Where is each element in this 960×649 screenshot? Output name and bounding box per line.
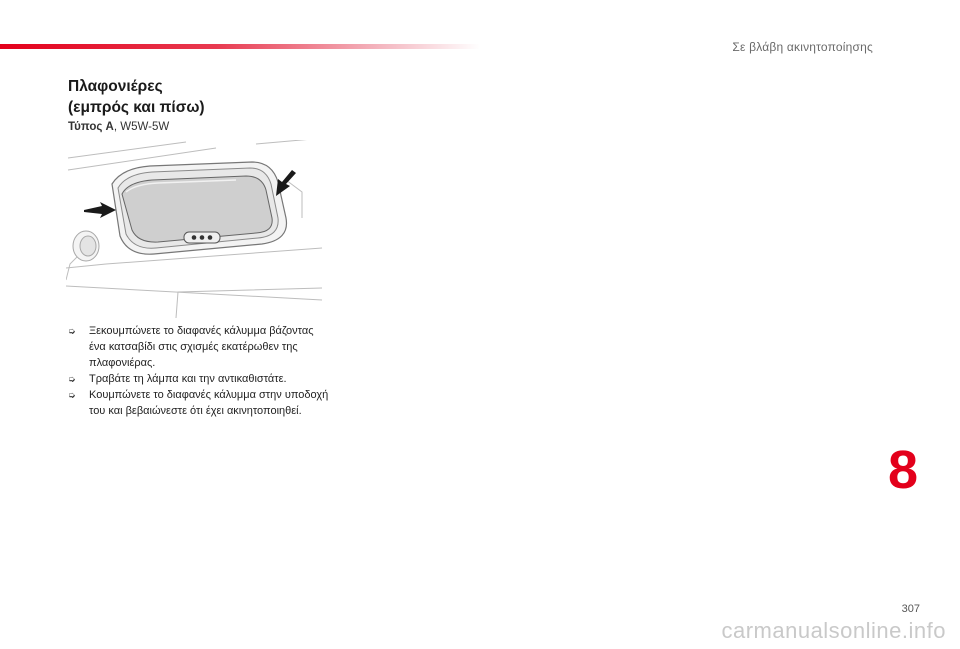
roof-panel-edge-2 <box>66 264 106 268</box>
lower-line-2 <box>176 288 322 318</box>
instruction-list <box>68 323 330 419</box>
page-title <box>68 76 205 118</box>
instruction-text: Κουμπώνετε το διαφανές κάλυμμα στην υποδοχή του και βεβαιώνεστε ότι έχει ακινητοποιηθεί. <box>89 389 329 417</box>
lower-line-1 <box>66 286 322 300</box>
roof-line-3 <box>256 140 324 144</box>
instruction-text: Τραβάτε τη λάμπα και την αντικαθιστάτε. <box>89 373 287 385</box>
arrow-bullet-icon: ➭ <box>68 390 76 400</box>
page-title-line-1: Πλαφονιέρες <box>68 78 163 95</box>
instruction-item <box>68 323 330 371</box>
section-title: Σε βλάβη ακινητοποίησης <box>732 40 873 54</box>
chapter-number: 8 <box>888 440 919 500</box>
arrow-left-icon <box>84 202 116 218</box>
instruction-item <box>68 387 330 419</box>
lamp-type-value: , W5W-5W <box>113 121 170 133</box>
top-accent-bar <box>0 44 480 49</box>
lamp-type-label: Τύπος A <box>68 121 114 133</box>
arrow-right-icon <box>276 170 296 196</box>
lamp-unit <box>112 162 287 254</box>
page-title-line-2: (εμπρός και πίσω) <box>68 99 205 116</box>
roof-line-1 <box>68 142 186 158</box>
page-number: 307 <box>901 603 920 615</box>
arrow-bullet-icon: ➭ <box>68 326 76 336</box>
instruction-text: Ξεκουμπώνετε το διαφανές κάλυμμα βάζοντας ένα κατσαβίδι στις σχισμές εκατέρωθεν της πλαφονιέρας. <box>89 325 314 369</box>
lamp-type <box>68 121 169 133</box>
watermark: carmanualsonline.info <box>721 618 946 643</box>
arrow-bullet-icon: ➭ <box>68 374 76 384</box>
left-knob <box>73 231 99 261</box>
ceiling-light-illustration <box>66 140 324 318</box>
instruction-item <box>68 371 330 387</box>
